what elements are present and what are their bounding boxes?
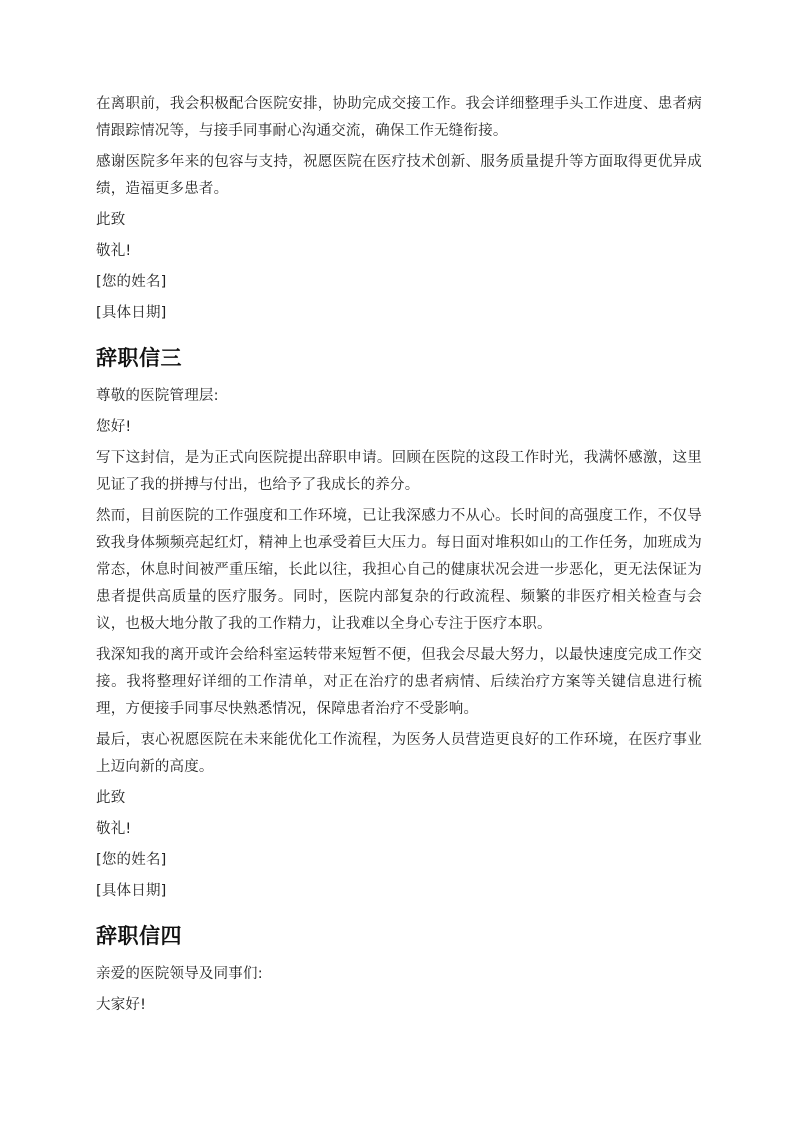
section-heading-letter-four: 辞职信四	[96, 924, 182, 948]
signature-date-placeholder: [具体日期]	[96, 883, 167, 899]
document-page	[96, 91, 702, 1023]
greeting: 您好!	[96, 419, 132, 435]
signature-name-placeholder: [您的姓名]	[96, 274, 167, 290]
paragraph: 感谢医院多年来的包容与支持，祝愿医院在医疗技术创新、服务质量提升等方面取得更优异成绩，造福更多患者。	[96, 154, 702, 197]
closing-salutation: 此致	[96, 212, 126, 228]
paragraph: 我深知我的离开或许会给科室运转带来短暂不便，但我会尽最大努力，以最快速度完成工作交接。我将整理好详细的工作清单，对正在治疗的患者病情、后续治疗方案等关键信息进行梳理，方便接手同事尽快熟悉情况，保障患者治疗不受影响。	[96, 647, 702, 717]
paragraph: 在离职前，我会积极配合医院安排，协助完成交接工作。我会详细整理手头工作进度、患者病情跟踪情况等，与接手同事耐心沟通交流，确保工作无缝衔接。	[96, 96, 702, 139]
section-heading-letter-three: 辞职信三	[96, 346, 182, 370]
paragraph: 写下这封信，是为正式向医院提出辞职申请。回顾在医院的这段工作时光，我满怀感激，这里见证了我的拼搏与付出，也给予了我成长的养分。	[96, 450, 702, 493]
paragraph: 最后，衷心祝愿医院在未来能优化工作流程，为医务人员营造更良好的工作环境，在医疗事业上迈向新的高度。	[96, 732, 702, 775]
closing-regards: 敬礼!	[96, 243, 132, 259]
signature-name-placeholder: [您的姓名]	[96, 852, 167, 868]
paragraph: 然而，目前医院的工作强度和工作环境，已让我深感力不从心。长时间的高强度工作，不仅导致我身体频频亮起红灯，精神上也承受着巨大压力。每日面对堆积如山的工作任务，加班成为常态，休息时间被严重压缩，长此以往，我担心自己的健康状况会进一步恶化，更无法保证为患者提供高质量的医疗服务。同时，医院内部复杂的行政流程、频繁的非医疗相关检查与会议，也极大地分散了我的工作精力，让我难以全身心专注于医疗本职。	[96, 508, 702, 632]
closing-salutation: 此致	[96, 790, 126, 806]
greeting: 大家好!	[96, 997, 147, 1013]
closing-regards: 敬礼!	[96, 821, 132, 837]
greeting-recipient: 亲爱的医院领导及同事们:	[96, 966, 263, 982]
signature-date-placeholder: [具体日期]	[96, 305, 167, 321]
greeting-recipient: 尊敬的医院管理层:	[96, 388, 219, 404]
